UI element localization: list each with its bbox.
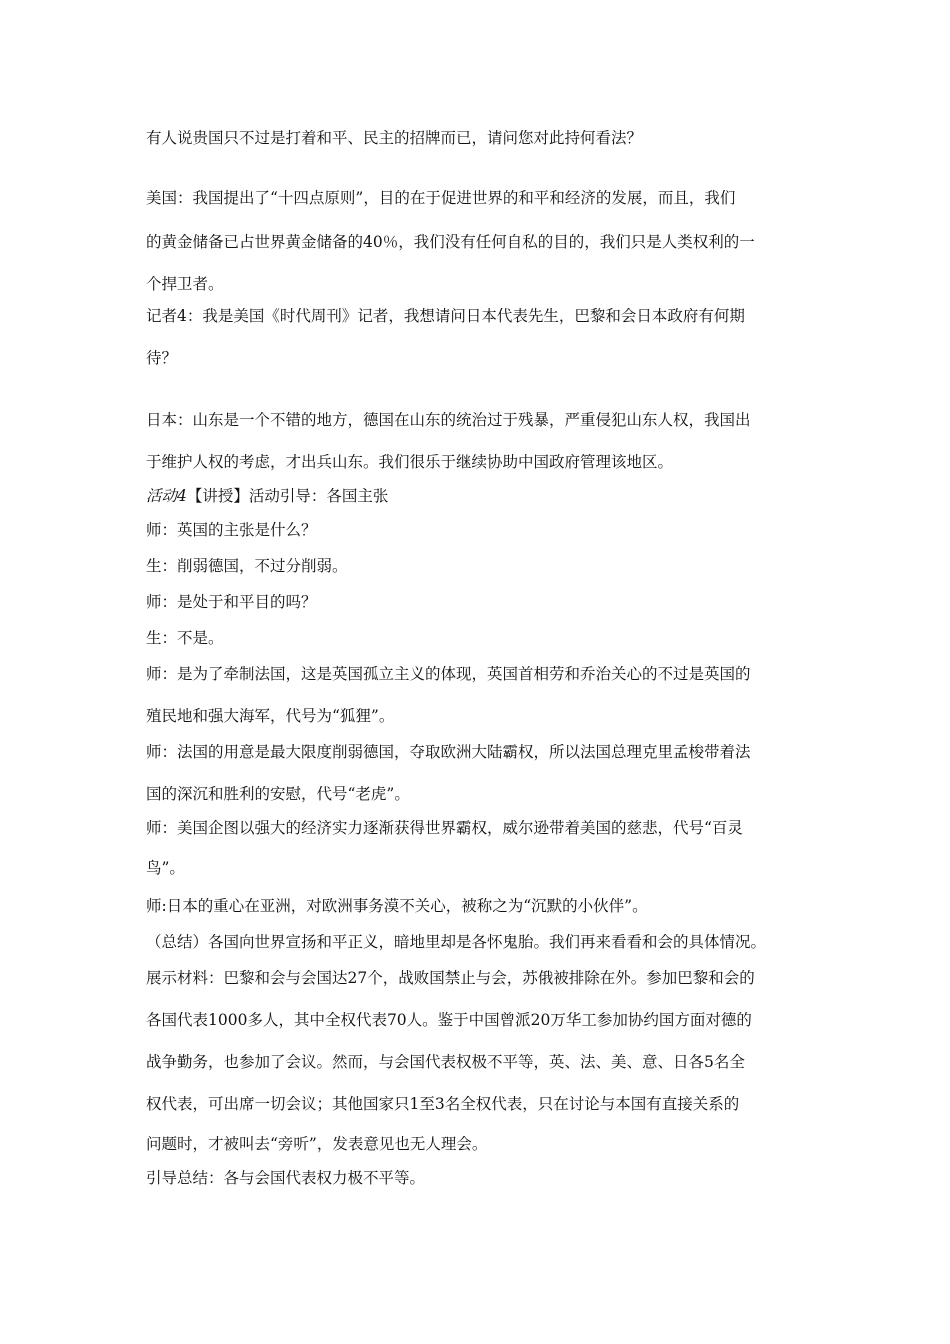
- activity-title: 【讲授】活动引导：各国主张: [186, 487, 389, 505]
- text-line: 展示材料：巴黎和会与会国达27个，战败国禁止与会，苏俄被排除在外。参加巴黎和会的: [146, 969, 755, 987]
- activity-heading: [146, 486, 816, 506]
- text-line: 各国代表1000多人，其中全权代表70人。鉴于中国曾派20万华工参加协约国方面对德的: [146, 1011, 752, 1029]
- text-line: 于维护人权的考虑，才出兵山东。我们很乐于继续协助中国政府管理该地区。: [146, 453, 674, 471]
- text-line: 记者4：我是美国《时代周刊》记者，我想请问日本代表先生，巴黎和会日本政府有何期: [146, 307, 745, 325]
- text-line: 战争勤务，也参加了会议。然而，与会国代表权极不平等，英、法、美、意、日各5名全: [146, 1053, 745, 1071]
- text-line: 鸟”。: [146, 859, 185, 877]
- text-line: 引导总结：各与会国代表权力极不平等。: [146, 1169, 426, 1187]
- text-line: 待？: [146, 349, 178, 367]
- text-line: 师：法国的用意是最大限度削弱德国，夺取欧洲大陆霸权，所以法国总理克里孟梭带着法: [146, 743, 751, 761]
- text-line: 问题时，才被叫去“旁听”，发表意见也无人理会。: [146, 1135, 488, 1153]
- text-line: 生：削弱德国，不过分削弱。: [146, 557, 348, 575]
- text-line: 日本：山东是一个不错的地方，德国在山东的统治过于残暴，严重侵犯山东人权，我国出: [146, 411, 751, 429]
- text-line: 师：是为了牵制法国，这是英国孤立主义的体现，英国首相劳和乔治关心的不过是英国的: [146, 665, 751, 683]
- text-line: 个捍卫者。: [146, 275, 224, 293]
- text-line: （总结）各国向世界宣扬和平正义，暗地里却是各怀鬼胎。我们再来看看和会的具体情况。: [146, 933, 767, 951]
- text-line: 权代表，可出席一切会议；其他国家只1至3名全权代表，只在讨论与本国有直接关系的: [146, 1095, 740, 1113]
- activity-label: 活动4: [146, 487, 187, 505]
- text-line: 师：美国企图以强大的经济实力逐渐获得世界霸权，威尔逊带着美国的慈悲，代号“百灵: [146, 819, 743, 837]
- text-line: 国的深沉和胜利的安慰，代号“老虎”。: [146, 785, 410, 803]
- text-line: 有人说贵国只不过是打着和平、民主的招牌而已，请问您对此持何看法？: [146, 129, 643, 147]
- text-line: 师：英国的主张是什么？: [146, 521, 317, 539]
- text-line: 的黄金储备已占世界黄金储备的40％，我们没有任何自私的目的，我们只是人类权利的一: [146, 233, 755, 251]
- text-line: 殖民地和强大海军，代号为“狐狸”。: [146, 707, 395, 725]
- text-line: 生：不是。: [146, 629, 224, 647]
- text-line: 美国：我国提出了“十四点原则”，目的在于促进世界的和平和经济的发展，而且，我们: [146, 189, 736, 207]
- text-line: 师：是处于和平目的吗？: [146, 593, 317, 611]
- text-line: 师:日本的重心在亚洲，对欧洲事务漠不关心，被称之为“沉默的小伙伴”。: [146, 897, 648, 915]
